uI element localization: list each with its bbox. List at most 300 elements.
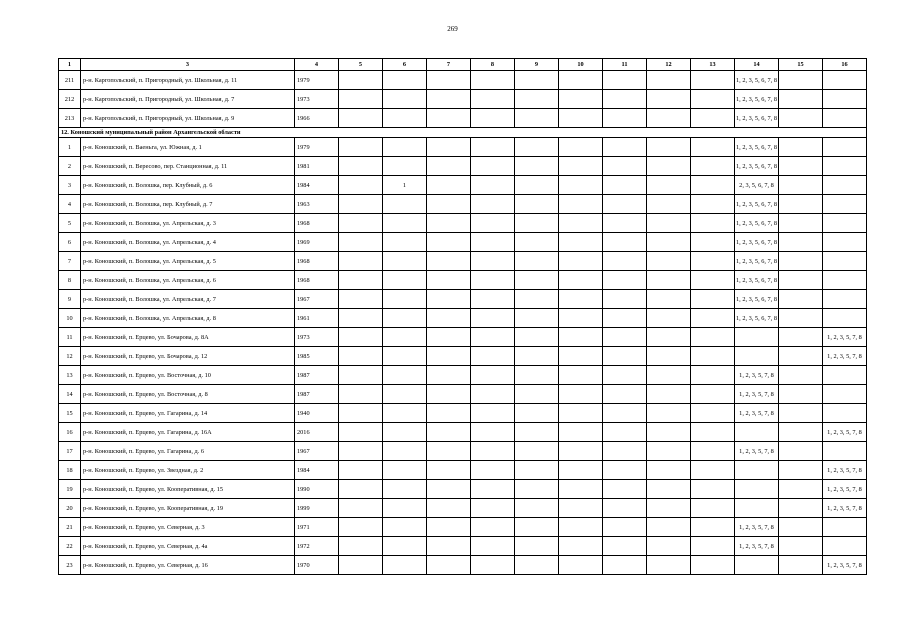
col-5-cell: [339, 537, 383, 556]
col-5-cell: [339, 157, 383, 176]
col-12-cell: [647, 347, 691, 366]
col-11-cell: [603, 233, 647, 252]
col-6-cell: [383, 157, 427, 176]
col-13-cell: [691, 214, 735, 233]
section-title: 12. Коношский муниципальный район Архангельской области: [59, 128, 867, 138]
col-12-cell: [647, 138, 691, 157]
col-15-cell: [779, 214, 823, 233]
col-9-cell: [515, 157, 559, 176]
col-8-cell: [471, 385, 515, 404]
year-cell: 1963: [295, 195, 339, 214]
col-13-cell: [691, 309, 735, 328]
col-13-cell: [691, 347, 735, 366]
col-10-cell: [559, 157, 603, 176]
address-cell: р-н. Коношский, п. Ерцево, ул. Бочарова, д. 8А: [81, 328, 295, 347]
col-9-cell: [515, 518, 559, 537]
table-row: [59, 109, 867, 128]
col-16-cell: [823, 366, 867, 385]
table-row: [59, 499, 867, 518]
col-7-cell: [427, 404, 471, 423]
col-9-cell: [515, 195, 559, 214]
address-cell: р-н. Коношский, п. Волошка, ул. Апрельская, д. 4: [81, 233, 295, 252]
col-6-cell: [383, 385, 427, 404]
row-number-cell: 1: [59, 138, 81, 157]
col-5-cell: [339, 195, 383, 214]
col-13-cell: [691, 499, 735, 518]
col-12-cell: [647, 442, 691, 461]
year-cell: 1973: [295, 90, 339, 109]
col-9-cell: [515, 423, 559, 442]
col-7-cell: [427, 480, 471, 499]
col-15-cell: [779, 176, 823, 195]
row-number-cell: 3: [59, 176, 81, 195]
col-14-cell: [735, 347, 779, 366]
col-16-cell: [823, 138, 867, 157]
row-number-cell: 13: [59, 366, 81, 385]
col-15-cell: [779, 442, 823, 461]
col-16-cell: [823, 442, 867, 461]
row-number-cell: 15: [59, 404, 81, 423]
col-15-cell: [779, 252, 823, 271]
col-15-cell: [779, 499, 823, 518]
address-cell: р-н. Коношский, п. Ерцево, ул. Звездная, д. 2: [81, 461, 295, 480]
col-7-cell: [427, 90, 471, 109]
row-number-cell: 19: [59, 480, 81, 499]
col-9-cell: [515, 252, 559, 271]
col-13-cell: [691, 176, 735, 195]
col-5-cell: [339, 404, 383, 423]
section-row: [59, 128, 867, 138]
col-12-cell: [647, 214, 691, 233]
col-5-cell: [339, 385, 383, 404]
column-header: 7: [427, 59, 471, 71]
col-7-cell: [427, 252, 471, 271]
col-6-cell: [383, 214, 427, 233]
table-row: [59, 309, 867, 328]
col-7-cell: [427, 537, 471, 556]
year-cell: 1984: [295, 176, 339, 195]
year-cell: 1972: [295, 537, 339, 556]
col-10-cell: [559, 537, 603, 556]
col-8-cell: [471, 499, 515, 518]
col-14-cell: 1, 2, 3, 5, 6, 7, 8: [735, 109, 779, 128]
col-8-cell: [471, 290, 515, 309]
col-15-cell: [779, 366, 823, 385]
col-7-cell: [427, 347, 471, 366]
col-9-cell: [515, 290, 559, 309]
col-10-cell: [559, 138, 603, 157]
year-cell: 1979: [295, 138, 339, 157]
col-12-cell: [647, 499, 691, 518]
col-6-cell: [383, 233, 427, 252]
col-12-cell: [647, 176, 691, 195]
col-5-cell: [339, 252, 383, 271]
col-5-cell: [339, 109, 383, 128]
col-5-cell: [339, 176, 383, 195]
address-cell: р-н. Коношский, п. Ерцево, ул. Гагарина, д. 14: [81, 404, 295, 423]
col-9-cell: [515, 385, 559, 404]
col-12-cell: [647, 309, 691, 328]
col-12-cell: [647, 233, 691, 252]
address-cell: р-н. Коношский, п. Ерцево, ул. Северная, д. 4а: [81, 537, 295, 556]
year-cell: 1987: [295, 385, 339, 404]
column-header: 15: [779, 59, 823, 71]
row-number-cell: 11: [59, 328, 81, 347]
col-14-cell: [735, 461, 779, 480]
year-cell: 2016: [295, 423, 339, 442]
col-8-cell: [471, 233, 515, 252]
col-15-cell: [779, 290, 823, 309]
col-11-cell: [603, 214, 647, 233]
address-cell: р-н. Каргопольский, п. Пригородный, ул. Школьная, д. 7: [81, 90, 295, 109]
col-12-cell: [647, 518, 691, 537]
col-16-cell: 1, 2, 3, 5, 7, 8: [823, 461, 867, 480]
col-8-cell: [471, 214, 515, 233]
address-cell: р-н. Коношский, п. Ерцево, ул. Кооперативная, д. 15: [81, 480, 295, 499]
col-14-cell: 1, 2, 3, 5, 6, 7, 8: [735, 90, 779, 109]
column-header: 4: [295, 59, 339, 71]
col-7-cell: [427, 366, 471, 385]
col-10-cell: [559, 252, 603, 271]
column-header: 6: [383, 59, 427, 71]
year-cell: 1999: [295, 499, 339, 518]
col-7-cell: [427, 385, 471, 404]
col-15-cell: [779, 71, 823, 90]
col-11-cell: [603, 518, 647, 537]
col-12-cell: [647, 404, 691, 423]
col-13-cell: [691, 157, 735, 176]
row-number-cell: 22: [59, 537, 81, 556]
table-row: [59, 328, 867, 347]
col-12-cell: [647, 90, 691, 109]
col-9-cell: [515, 556, 559, 575]
col-15-cell: [779, 423, 823, 442]
col-11-cell: [603, 499, 647, 518]
table-row: [59, 537, 867, 556]
address-cell: р-н. Коношский, п. Волошка, ул. Апрельская, д. 7: [81, 290, 295, 309]
year-cell: 1981: [295, 157, 339, 176]
row-number-cell: 5: [59, 214, 81, 233]
col-8-cell: [471, 442, 515, 461]
col-9-cell: [515, 366, 559, 385]
table-row: [59, 442, 867, 461]
col-12-cell: [647, 366, 691, 385]
col-15-cell: [779, 195, 823, 214]
column-header: 11: [603, 59, 647, 71]
col-8-cell: [471, 109, 515, 128]
col-11-cell: [603, 309, 647, 328]
col-5-cell: [339, 90, 383, 109]
col-16-cell: [823, 385, 867, 404]
table-row: [59, 423, 867, 442]
col-11-cell: [603, 195, 647, 214]
col-5-cell: [339, 233, 383, 252]
col-8-cell: [471, 518, 515, 537]
col-16-cell: 1, 2, 3, 5, 7, 8: [823, 423, 867, 442]
col-13-cell: [691, 442, 735, 461]
col-12-cell: [647, 290, 691, 309]
col-11-cell: [603, 423, 647, 442]
col-16-cell: [823, 214, 867, 233]
table-row: [59, 480, 867, 499]
row-number-cell: 213: [59, 109, 81, 128]
column-header: 14: [735, 59, 779, 71]
table-row: [59, 461, 867, 480]
row-number-cell: 211: [59, 71, 81, 90]
col-8-cell: [471, 157, 515, 176]
col-9-cell: [515, 233, 559, 252]
col-9-cell: [515, 404, 559, 423]
col-6-cell: [383, 537, 427, 556]
column-header: 3: [81, 59, 295, 71]
table-row: [59, 518, 867, 537]
col-11-cell: [603, 138, 647, 157]
col-14-cell: 1, 2, 3, 5, 6, 7, 8: [735, 214, 779, 233]
col-14-cell: 1, 2, 3, 5, 7, 8: [735, 385, 779, 404]
col-13-cell: [691, 385, 735, 404]
col-10-cell: [559, 309, 603, 328]
row-number-cell: 4: [59, 195, 81, 214]
year-cell: 1969: [295, 233, 339, 252]
col-10-cell: [559, 404, 603, 423]
col-9-cell: [515, 109, 559, 128]
table-row: [59, 252, 867, 271]
col-5-cell: [339, 138, 383, 157]
col-15-cell: [779, 328, 823, 347]
col-10-cell: [559, 290, 603, 309]
address-cell: р-н. Коношский, п. Волошка, ул. Апрельская, д. 6: [81, 271, 295, 290]
col-13-cell: [691, 233, 735, 252]
col-14-cell: 1, 2, 3, 5, 6, 7, 8: [735, 71, 779, 90]
col-9-cell: [515, 328, 559, 347]
col-6-cell: [383, 480, 427, 499]
address-cell: р-н. Коношский, п. Ерцево, ул. Восточная, д. 10: [81, 366, 295, 385]
col-11-cell: [603, 480, 647, 499]
year-cell: 1984: [295, 461, 339, 480]
year-cell: 1987: [295, 366, 339, 385]
table-row: [59, 404, 867, 423]
col-15-cell: [779, 233, 823, 252]
row-number-cell: 18: [59, 461, 81, 480]
col-8-cell: [471, 480, 515, 499]
col-6-cell: [383, 518, 427, 537]
col-10-cell: [559, 176, 603, 195]
col-12-cell: [647, 385, 691, 404]
address-cell: р-н. Коношский, п. Ерцево, ул. Гагарина, д. 6: [81, 442, 295, 461]
col-14-cell: 1, 2, 3, 5, 7, 8: [735, 366, 779, 385]
col-7-cell: [427, 461, 471, 480]
col-14-cell: [735, 499, 779, 518]
col-7-cell: [427, 518, 471, 537]
col-16-cell: 1, 2, 3, 5, 7, 8: [823, 480, 867, 499]
year-cell: 1973: [295, 328, 339, 347]
col-12-cell: [647, 328, 691, 347]
col-5-cell: [339, 423, 383, 442]
col-14-cell: [735, 423, 779, 442]
col-10-cell: [559, 328, 603, 347]
header-row: [59, 59, 867, 71]
col-13-cell: [691, 328, 735, 347]
col-14-cell: 1, 2, 3, 5, 6, 7, 8: [735, 271, 779, 290]
col-5-cell: [339, 556, 383, 575]
row-number-cell: 21: [59, 518, 81, 537]
col-8-cell: [471, 347, 515, 366]
col-14-cell: [735, 556, 779, 575]
col-14-cell: [735, 480, 779, 499]
col-16-cell: [823, 290, 867, 309]
column-header: 5: [339, 59, 383, 71]
col-5-cell: [339, 290, 383, 309]
col-9-cell: [515, 271, 559, 290]
col-10-cell: [559, 366, 603, 385]
col-12-cell: [647, 71, 691, 90]
col-6-cell: [383, 309, 427, 328]
col-16-cell: [823, 404, 867, 423]
col-13-cell: [691, 109, 735, 128]
col-15-cell: [779, 90, 823, 109]
col-16-cell: [823, 271, 867, 290]
col-9-cell: [515, 480, 559, 499]
col-16-cell: [823, 71, 867, 90]
col-16-cell: [823, 195, 867, 214]
col-14-cell: 1, 2, 3, 5, 6, 7, 8: [735, 233, 779, 252]
address-cell: р-н. Коношский, п. Ерцево, ул. Северная, д. 16: [81, 556, 295, 575]
year-cell: 1971: [295, 518, 339, 537]
col-7-cell: [427, 290, 471, 309]
col-10-cell: [559, 556, 603, 575]
col-6-cell: [383, 252, 427, 271]
col-13-cell: [691, 290, 735, 309]
col-5-cell: [339, 271, 383, 290]
table-row: [59, 366, 867, 385]
column-header: 12: [647, 59, 691, 71]
col-8-cell: [471, 537, 515, 556]
col-8-cell: [471, 328, 515, 347]
table-row: [59, 347, 867, 366]
col-14-cell: 1, 2, 3, 5, 6, 7, 8: [735, 309, 779, 328]
address-cell: р-н. Коношский, п. Ерцево, ул. Северная, д. 3: [81, 518, 295, 537]
col-7-cell: [427, 556, 471, 575]
col-7-cell: [427, 109, 471, 128]
col-14-cell: 1, 2, 3, 5, 6, 7, 8: [735, 157, 779, 176]
col-11-cell: [603, 176, 647, 195]
col-7-cell: [427, 176, 471, 195]
col-8-cell: [471, 271, 515, 290]
col-5-cell: [339, 499, 383, 518]
col-9-cell: [515, 90, 559, 109]
col-7-cell: [427, 233, 471, 252]
col-15-cell: [779, 461, 823, 480]
col-6-cell: [383, 556, 427, 575]
row-number-cell: 9: [59, 290, 81, 309]
col-12-cell: [647, 157, 691, 176]
col-16-cell: [823, 109, 867, 128]
table-row: [59, 90, 867, 109]
col-8-cell: [471, 556, 515, 575]
col-11-cell: [603, 90, 647, 109]
col-6-cell: [383, 347, 427, 366]
address-cell: р-н. Коношский, п. Волошка, пер. Клубный, д. 7: [81, 195, 295, 214]
address-cell: р-н. Коношский, п. Волошка, ул. Апрельская, д. 3: [81, 214, 295, 233]
address-cell: р-н. Каргопольский, п. Пригородный, ул. Школьная, д. 9: [81, 109, 295, 128]
col-16-cell: [823, 176, 867, 195]
col-10-cell: [559, 518, 603, 537]
address-cell: р-н. Коношский, п. Волошка, пер. Клубный, д. 6: [81, 176, 295, 195]
col-11-cell: [603, 71, 647, 90]
col-9-cell: [515, 71, 559, 90]
col-14-cell: 1, 2, 3, 5, 7, 8: [735, 404, 779, 423]
col-16-cell: [823, 90, 867, 109]
col-7-cell: [427, 328, 471, 347]
col-6-cell: [383, 442, 427, 461]
col-12-cell: [647, 537, 691, 556]
col-5-cell: [339, 366, 383, 385]
col-6-cell: [383, 423, 427, 442]
year-cell: 1968: [295, 252, 339, 271]
year-cell: 1979: [295, 71, 339, 90]
col-13-cell: [691, 461, 735, 480]
col-13-cell: [691, 271, 735, 290]
col-13-cell: [691, 366, 735, 385]
col-7-cell: [427, 157, 471, 176]
col-16-cell: 1, 2, 3, 5, 7, 8: [823, 347, 867, 366]
col-11-cell: [603, 442, 647, 461]
address-cell: р-н. Коношский, п. Ерцево, ул. Кооперативная, д. 19: [81, 499, 295, 518]
year-cell: 1961: [295, 309, 339, 328]
col-12-cell: [647, 461, 691, 480]
col-7-cell: [427, 423, 471, 442]
col-6-cell: [383, 195, 427, 214]
table-row: [59, 385, 867, 404]
col-13-cell: [691, 423, 735, 442]
col-13-cell: [691, 90, 735, 109]
address-cell: р-н. Коношский, п. Волошка, ул. Апрельская, д. 8: [81, 309, 295, 328]
col-12-cell: [647, 423, 691, 442]
year-cell: 1966: [295, 109, 339, 128]
address-cell: р-н. Каргопольский, п. Пригородный, ул. Школьная, д. 11: [81, 71, 295, 90]
col-10-cell: [559, 442, 603, 461]
year-cell: 1968: [295, 214, 339, 233]
col-14-cell: 1, 2, 3, 5, 6, 7, 8: [735, 290, 779, 309]
row-number-cell: 20: [59, 499, 81, 518]
col-8-cell: [471, 138, 515, 157]
col-9-cell: [515, 347, 559, 366]
col-16-cell: 1, 2, 3, 5, 7, 8: [823, 499, 867, 518]
col-5-cell: [339, 442, 383, 461]
col-5-cell: [339, 71, 383, 90]
col-8-cell: [471, 90, 515, 109]
col-10-cell: [559, 461, 603, 480]
col-6-cell: [383, 71, 427, 90]
column-header: 16: [823, 59, 867, 71]
col-5-cell: [339, 480, 383, 499]
col-11-cell: [603, 404, 647, 423]
col-8-cell: [471, 309, 515, 328]
col-15-cell: [779, 347, 823, 366]
year-cell: 1967: [295, 290, 339, 309]
col-16-cell: [823, 233, 867, 252]
col-12-cell: [647, 195, 691, 214]
col-5-cell: [339, 328, 383, 347]
row-number-cell: 23: [59, 556, 81, 575]
row-number-cell: 2: [59, 157, 81, 176]
page-number: 269: [447, 25, 458, 33]
col-6-cell: 1: [383, 176, 427, 195]
col-6-cell: [383, 109, 427, 128]
table-row: [59, 271, 867, 290]
col-10-cell: [559, 271, 603, 290]
col-6-cell: [383, 290, 427, 309]
